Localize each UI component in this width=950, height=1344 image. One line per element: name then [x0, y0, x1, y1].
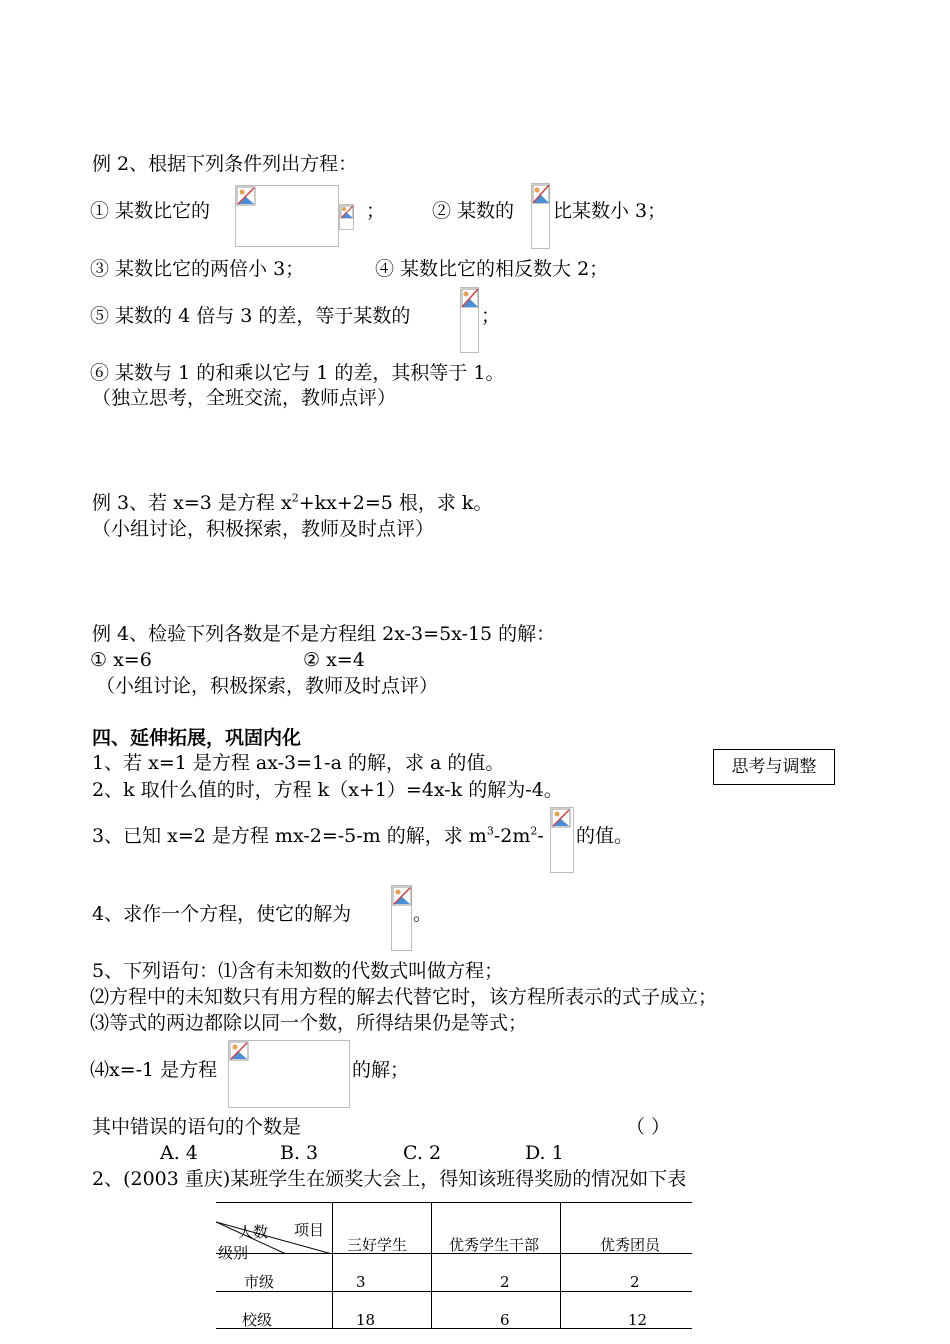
option-a: A. 4 [160, 1142, 198, 1164]
example-3-note: （小组讨论，积极探索，教师及时点评） [92, 518, 435, 540]
formula-image-placeholder [235, 185, 339, 247]
table-cell: 2 [630, 1273, 640, 1291]
question-5: 5、下列语句：⑴含有未知数的代数式叫做方程； [92, 960, 504, 982]
answer-blank: （ ） [626, 1116, 671, 1138]
table-row-divider [216, 1291, 692, 1292]
statement-2: ⑵方程中的未知数只有用方程的解去代替它时，该方程所表示的式子成立； [90, 986, 718, 1008]
question-6: 2、(2003 重庆)某班学生在颁奖大会上，得知该班得奖励的情况如下表 [92, 1168, 687, 1190]
broken-image-icon [551, 808, 571, 828]
table-corner-row-label: 级别 [218, 1244, 249, 1262]
example-2-item-5-end: ； [481, 305, 501, 327]
question-1: 1、若 x=1 是方程 ax-3=1-a 的解，求 a 的值。 [92, 752, 505, 774]
example-2-title: 例 2、根据下列条件列出方程： [92, 153, 358, 175]
broken-image-icon [236, 186, 256, 206]
table-col-divider [560, 1202, 561, 1329]
example-4-title: 例 4、检验下列各数是不是方程组 2x-3=5x-15 的解： [92, 623, 556, 645]
table-corner-column-label: 项目 [294, 1221, 325, 1239]
example-4-option-1: ① x=6 [90, 649, 152, 671]
statement-4: ⑷x=-1 是方程 [90, 1059, 218, 1081]
broken-image-icon [340, 205, 354, 219]
table-cell: 2 [500, 1273, 510, 1291]
example-2-item-4: ④ 某数比它的相反数大 2； [375, 258, 609, 280]
option-c: C. 2 [403, 1142, 442, 1164]
side-note-box: 思考与调整 [713, 749, 835, 785]
example-2-item-3: ③ 某数比它的两倍小 3； [90, 258, 305, 280]
question-prompt: 其中错误的语句的个数是 [92, 1116, 302, 1138]
question-3: 3、已知 x=2 是方程 mx-2=-5-m 的解，求 $m^3-2m^2-$ [92, 824, 544, 847]
example-3-title: 例 3、若 x=3 是方程 $x^2+kx+2=5$ 根，求 k。 [92, 491, 493, 514]
table-cell: 3 [356, 1273, 366, 1291]
example-4-option-2: ② x=4 [303, 649, 365, 671]
table-header-cell: 三好学生 [347, 1236, 408, 1254]
table-cell: 12 [628, 1311, 648, 1329]
table-row-label: 校级 [242, 1311, 273, 1329]
broken-image-icon [461, 288, 479, 308]
table-header-cell: 优秀学生干部 [449, 1236, 540, 1254]
table-header-cell: 优秀团员 [600, 1236, 661, 1254]
formula-image-placeholder [339, 204, 354, 230]
table-corner-count-label: 人数 [238, 1223, 269, 1241]
table-border-bottom [216, 1328, 692, 1329]
formula-image-placeholder [531, 183, 550, 249]
example-2-item-5: ⑤ 某数的 4 倍与 3 的差，等于某数的 [90, 305, 411, 327]
example-2-item-1-end: ； [366, 200, 386, 222]
example-2-note: （独立思考，全班交流，教师点评） [92, 387, 397, 409]
option-d: D. 1 [525, 1142, 564, 1164]
table-cell: 18 [356, 1311, 376, 1329]
formula-image-placeholder [228, 1040, 350, 1108]
option-b: B. 3 [280, 1142, 319, 1164]
formula-image-placeholder [550, 807, 574, 873]
example-2-item-6: ⑥ 某数与 1 的和乘以它与 1 的差，其积等于 1。 [90, 362, 505, 384]
broken-image-icon [229, 1041, 249, 1061]
broken-image-icon [392, 886, 412, 906]
example-2-item-2-end: 比某数小 3； [553, 200, 667, 222]
example-2-item-1: ① 某数比它的 [90, 200, 211, 222]
example-2-item-2: ② 某数的 [432, 200, 515, 222]
statement-4-end: 的解； [352, 1059, 410, 1081]
formula-image-placeholder [391, 885, 412, 951]
broken-image-icon [532, 184, 550, 204]
section-heading: 四、延伸拓展，巩固内化 [92, 727, 302, 749]
formula-image-placeholder [460, 287, 479, 353]
example-4-note: （小组讨论，积极探索，教师及时点评） [96, 675, 439, 697]
question-3-end: 的值。 [576, 825, 634, 847]
question-4-end: 。 [413, 903, 433, 925]
statement-3: ⑶等式的两边都除以同一个数，所得结果仍是等式； [90, 1012, 528, 1034]
question-2: 2、k 取什么值的时，方程 k（x+1）=4x-k 的解为-4。 [92, 779, 563, 801]
table-row-label: 市级 [244, 1273, 275, 1291]
question-4: 4、求作一个方程，使它的解为 [92, 903, 352, 925]
table-cell: 6 [500, 1311, 510, 1329]
table-col-divider [431, 1202, 432, 1329]
